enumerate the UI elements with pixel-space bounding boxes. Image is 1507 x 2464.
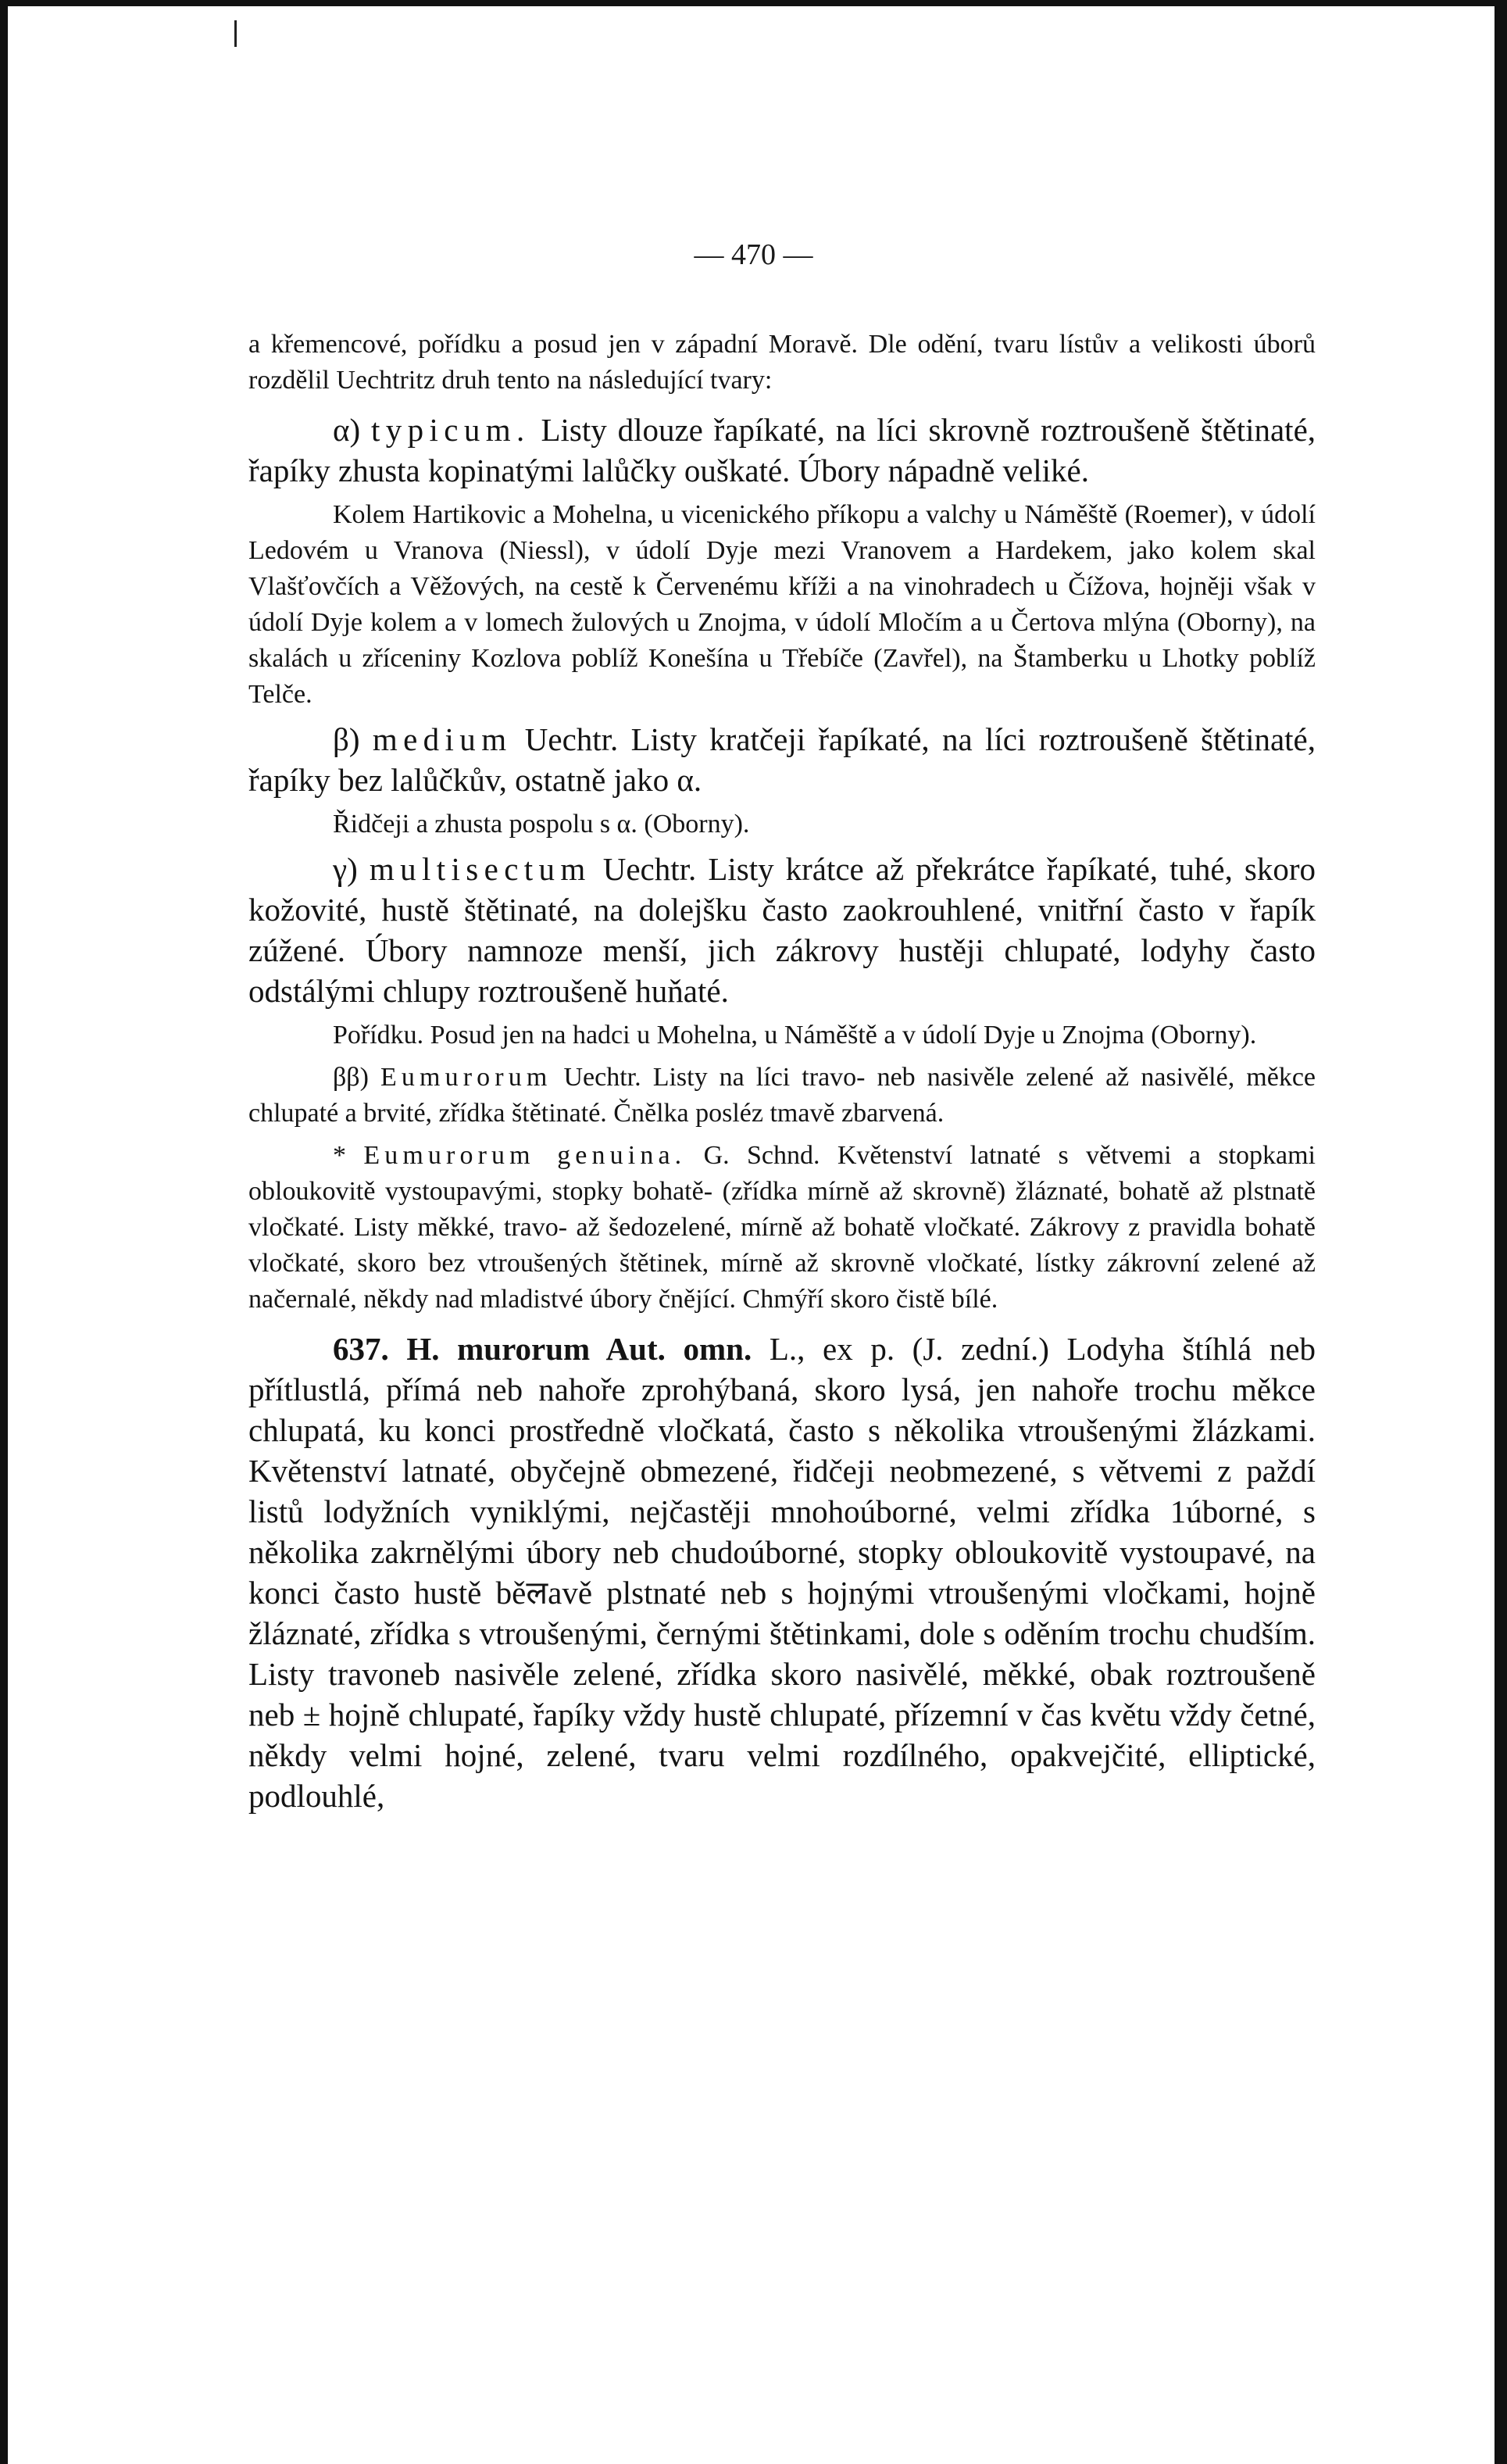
variety-alpha [248,409,1316,491]
subvariety-genuina [248,1138,1316,1318]
betabeta-author: Uechtr. [563,1063,641,1092]
scan-mark [234,20,237,47]
alpha-name: typicum. [370,412,530,448]
species-number: 637. [333,1331,389,1367]
gamma-author: Uechtr. [602,851,697,887]
page-number: — 470 — [694,238,813,271]
beta-localities: Řidčeji a zhusta pospolu s α. (Oborny). [333,810,750,839]
scan-edge-left [0,0,8,2464]
betabeta-name: Eumurorum [380,1063,552,1092]
scan-edge-right [1495,0,1507,2464]
gamma-localities: Pořídku. Posud jen na hadci u Mohelna, u Náměště a v údolí Dyje u Znojma (Oborny). [333,1021,1257,1050]
genuina-description: Květenství latnaté s větvemi a stopkami obloukovitě vystoupavými, stopky bohatě- (zřídka mírně až skrovně) žláznaté, bohatě až plstnatě vločkaté. Listy měkké, travo- až šedozelené, mírně až bohatě vločkaté. Zákrovy z pravidla bohatě vločkaté, skoro bez vtroušených štětinek, mírně až skrovně vločkaté, lístky zákrovní zelené až načernalé, někdy nad mladistvé úbory čnějící. Chmýří skoro čistě bílé. [248,1141,1316,1314]
gamma-marker: γ) [333,851,358,887]
species-body: Lodyha štíhlá neb přítlustlá, přímá neb nahoře zprohýbaná, skoro lysá, jen nahoře trochu měkce chlupatá, ku konci prostředně vločkatá, často s několika vtroušenými žlázkami. Květenství latnaté, obyčejně obmezené, řidčeji neobmezené, s větvemi z paždí listů lodyžních vyniklými, nejčastěji mnohoúborné, velmi zřídka 1úborné, s několika zakrnělými úbory neb chudoúborné, stopky obloukovitě vystoupavé, na konci často hustě běलavě plstnaté neb s hojnými vtroušenými vločkami, hojně žláznaté, zřídka s vtroušenými, černými štětinkami, dole s oděním trochu chudším. Listy travoneb nasivěle zelené, zřídka skoro nasivělé, měkké, obak roztroušeně neb ± hojně chlupaté, řapíky vždy hustě chlupaté, přízemní v čas květu vždy četné, někdy velmi hojné, zelené, tvaru velmi rozdílného, opakvejčité, elliptické, podlouhlé, [248,1331,1316,1814]
intro-text: a křemencové, pořídku a posud jen v západní Moravě. Dle odění, tvaru lístův a velikosti úborů rozdělil Uechtritz druh tento na následující tvary: [248,330,1316,395]
beta-description: Listy kratčeji řapíkaté, na líci roztroušeně štětinaté, řapíky bez lalůčkův, ostatně jako α. [248,721,1316,798]
text-block [248,327,1316,1816]
species-637 [248,1329,1316,1816]
genuina-marker: * [333,1141,346,1170]
alpha-marker: α) [333,412,361,448]
beta-name: medium [372,721,512,757]
genuina-name: Eumurorum genuina. [363,1141,687,1170]
variety-gamma [248,849,1316,1011]
species-meta: L., ex p. (J. zední.) [769,1331,1049,1367]
beta-author: Uechtr. [524,721,619,757]
betabeta-description: Listy na líci travo- neb nasivěle zelené až nasivělé, měkce chlupaté a brvité, zřídka štětinaté. Čnělka posléz tmavě zbarvená. [248,1063,1316,1128]
scan-edge-top [0,0,1507,6]
variety-beta [248,719,1316,800]
beta-marker: β) [333,721,360,757]
alpha-description: Listy dlouze řapíkaté, na líci skrovně roztroušeně štětinaté, řapíky zhusta kopinatými lalůčky ouškaté. Úbory nápadně veliké. [248,412,1316,488]
gamma-name: multisectum [369,851,591,887]
genuina-author: G. Schnd. [703,1141,820,1170]
intro-paragraph [248,327,1316,399]
alpha-localities: Kolem Hartikovic a Mohelna, u vicenického příkopu a valchy u Náměště (Roemer), v údolí Ledovém u Vranova (Niessl), v údolí Dyje mezi Vranovem a Hardekem, jako kolem skal Vlašťovčích a Věžových, na cestě k Červenému kříži a na vinohradech u Čížova, hojněji však v údolí Dyje kolem a v lomech žulových u Znojma, v údolí Mločím a u Čertova mlýna (Oborny), na skalách u zříceniny Kozlova poblíž Konešína u Třebíče (Zavřel), na Štamberku u Lhotky poblíž Telče. [248,500,1316,709]
gamma-description: Listy krátce až překrátce řapíkaté, tuhé, skoro kožovité, hustě štětinaté, na dolejšku často zaokrouhlené, vnitřní často v řapík zúžené. Úbory namnoze menší, jich zákrovy hustěji chlupaté, lodyhy často odstálými chlupy roztroušeně huňaté. [248,851,1316,1009]
variety-betabeta [248,1060,1316,1132]
species-name: H. murorum Aut. omn. [406,1331,752,1367]
betabeta-marker: ββ) [333,1063,369,1092]
